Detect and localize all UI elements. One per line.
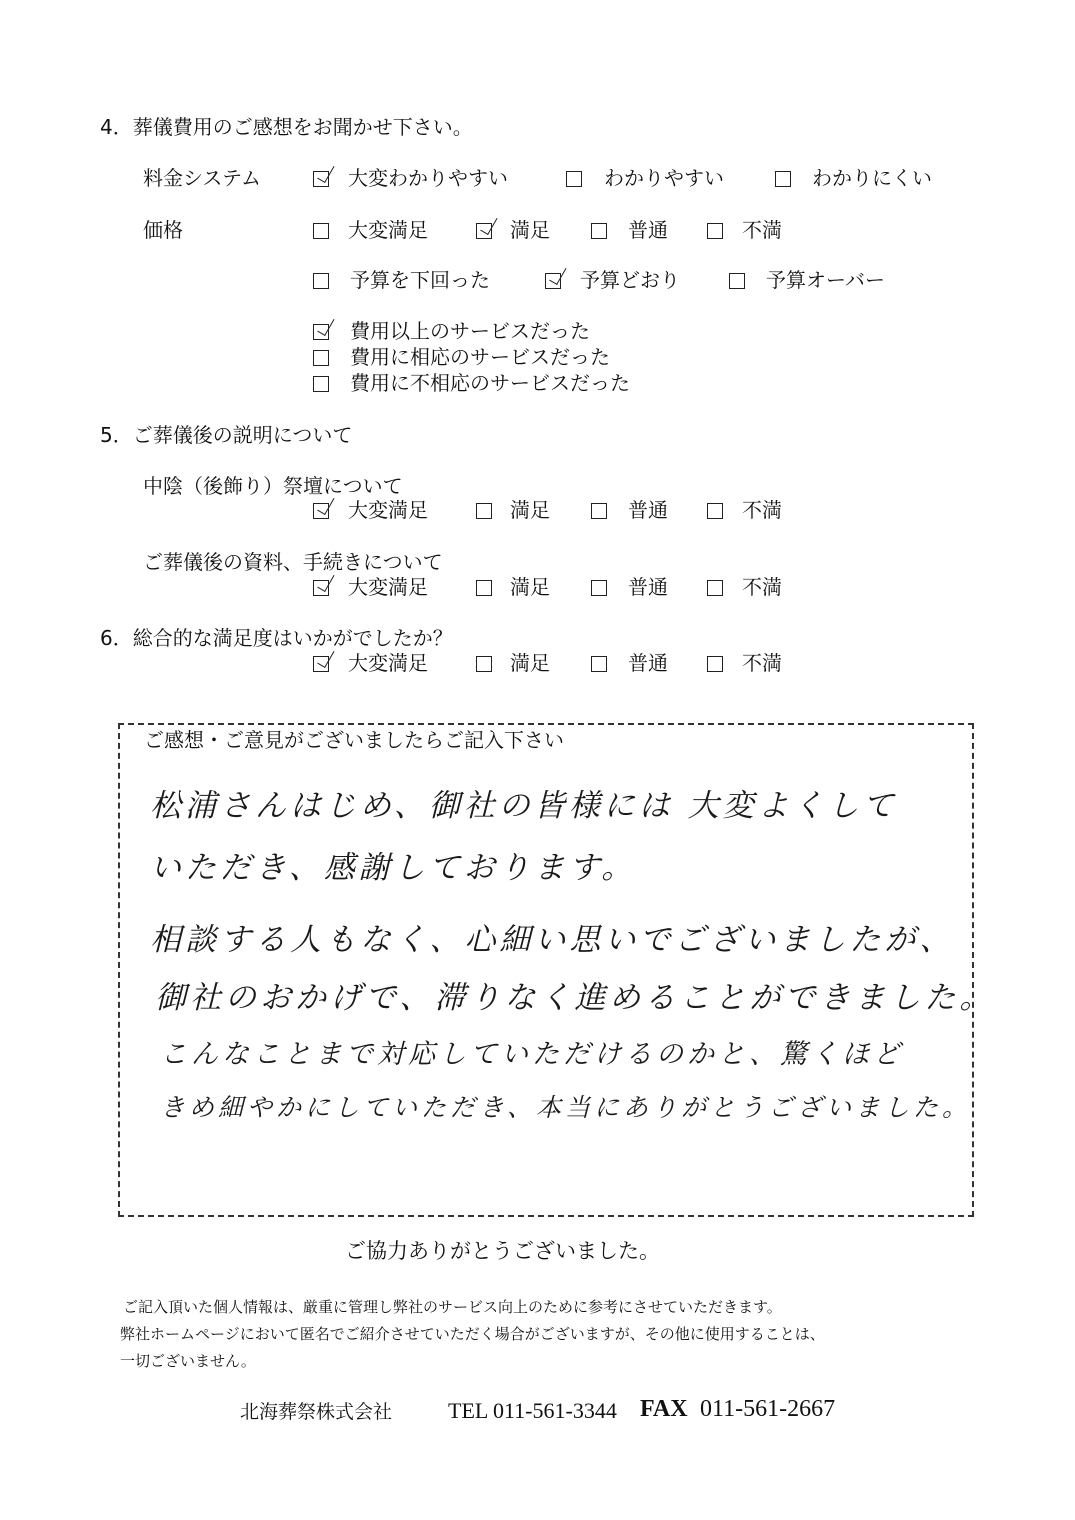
pricing-system-checkbox[interactable] — [566, 171, 582, 187]
value-checkbox[interactable] — [313, 376, 329, 392]
pricing-system-option-label: わかりやすい — [604, 166, 724, 190]
company-name: 北海葬祭株式会社 — [240, 1401, 393, 1423]
altar-checkbox[interactable] — [476, 503, 492, 519]
value-option-label: 費用に不相応のサービスだった — [350, 371, 630, 395]
comment-line: きめ細やかにしていただき、本当にありがとうございました。 — [160, 1093, 972, 1122]
pricing-system-option-label: 大変わかりやすい — [348, 166, 508, 190]
pricing-system-option-label: わかりにくい — [812, 166, 932, 190]
thanks-message: ご協力ありがとうございました。 — [345, 1239, 660, 1263]
documents-checkbox[interactable] — [707, 580, 723, 596]
documents-option-label: 普通 — [628, 575, 668, 599]
overall-checkbox[interactable] — [707, 656, 723, 672]
pricing-system-checkbox[interactable] — [313, 171, 329, 187]
budget-option-label: 予算どおり — [580, 268, 680, 292]
value-checkbox[interactable] — [313, 350, 329, 366]
documents-checkbox[interactable] — [313, 580, 329, 596]
budget-checkbox[interactable] — [313, 273, 329, 289]
comment-line: いただき、感謝しております。 — [150, 850, 637, 886]
price-checkbox[interactable] — [313, 223, 329, 239]
altar-checkbox[interactable] — [707, 503, 723, 519]
overall-checkbox[interactable] — [313, 656, 329, 672]
value-option-label: 費用以上のサービスだった — [350, 319, 590, 343]
altar-option-label: 不満 — [742, 498, 782, 522]
privacy-note: 一切ございません。 — [120, 1352, 256, 1370]
price-option-label: 不満 — [742, 218, 782, 242]
budget-checkbox[interactable] — [729, 273, 745, 289]
altar-label: 中陰（後飾り）祭壇について — [143, 474, 403, 498]
documents-checkbox[interactable] — [591, 580, 607, 596]
q4-title: 4．葬儀費用のご感想をお聞かせ下さい。 — [100, 115, 473, 139]
company-fax-label: FAX — [640, 1396, 688, 1422]
comment-heading: ご感想・ご意見がございましたらご記入下さい — [140, 728, 568, 752]
comment-line: 松浦さんはじめ、御社の皆様には 大変よくして — [150, 788, 898, 824]
company-fax: 011-561-2667 — [700, 1396, 836, 1422]
overall-option-label: 普通 — [628, 651, 668, 675]
value-checkbox[interactable] — [313, 324, 329, 340]
documents-checkbox[interactable] — [476, 580, 492, 596]
altar-checkbox[interactable] — [313, 503, 329, 519]
price-label: 価格 — [143, 218, 183, 242]
pricing-system-checkbox[interactable] — [775, 171, 791, 187]
privacy-note: ご記入頂いた個人情報は、厳重に管理し弊社のサービス向上のために参考にさせていただきます。 — [123, 1298, 782, 1316]
privacy-note: 弊社ホームページにおいて匿名でご紹介させていただく場合がございますが、その他に使用することは、 — [120, 1325, 825, 1343]
comment-line: こんなことまで対応していただけるのかと、驚くほど — [160, 1039, 904, 1070]
budget-option-label: 予算オーバー — [766, 268, 885, 292]
budget-option-label: 予算を下回った — [350, 268, 490, 292]
documents-label: ご葬儀後の資料、手続きについて — [143, 550, 443, 574]
documents-option-label: 大変満足 — [348, 575, 428, 599]
overall-option-label: 大変満足 — [348, 651, 428, 675]
price-checkbox[interactable] — [591, 223, 607, 239]
price-option-label: 大変満足 — [348, 218, 428, 242]
company-tel: TEL 011-561-3344 — [448, 1398, 617, 1423]
altar-option-label: 普通 — [628, 498, 668, 522]
altar-checkbox[interactable] — [591, 503, 607, 519]
overall-option-label: 不満 — [742, 651, 782, 675]
budget-checkbox[interactable] — [545, 273, 561, 289]
pricing-system-label: 料金システム — [143, 166, 261, 190]
q6-title: 6．総合的な満足度はいかがでしたか？ — [100, 626, 453, 650]
comment-line: 御社のおかげで、滞りなく進めることができました。 — [155, 980, 995, 1016]
price-option-label: 満足 — [510, 218, 550, 242]
documents-option-label: 不満 — [742, 575, 782, 599]
overall-checkbox[interactable] — [591, 656, 607, 672]
overall-option-label: 満足 — [510, 651, 550, 675]
value-option-label: 費用に相応のサービスだった — [350, 345, 610, 369]
altar-option-label: 大変満足 — [348, 498, 428, 522]
price-option-label: 普通 — [628, 218, 668, 242]
price-checkbox[interactable] — [476, 223, 492, 239]
altar-option-label: 満足 — [510, 498, 550, 522]
overall-checkbox[interactable] — [476, 656, 492, 672]
documents-option-label: 満足 — [510, 575, 550, 599]
q5-title: 5．ご葬儀後の説明について — [100, 423, 353, 447]
comment-line: 相談する人もなく、心細い思いでございましたが、 — [150, 922, 955, 958]
price-checkbox[interactable] — [707, 223, 723, 239]
